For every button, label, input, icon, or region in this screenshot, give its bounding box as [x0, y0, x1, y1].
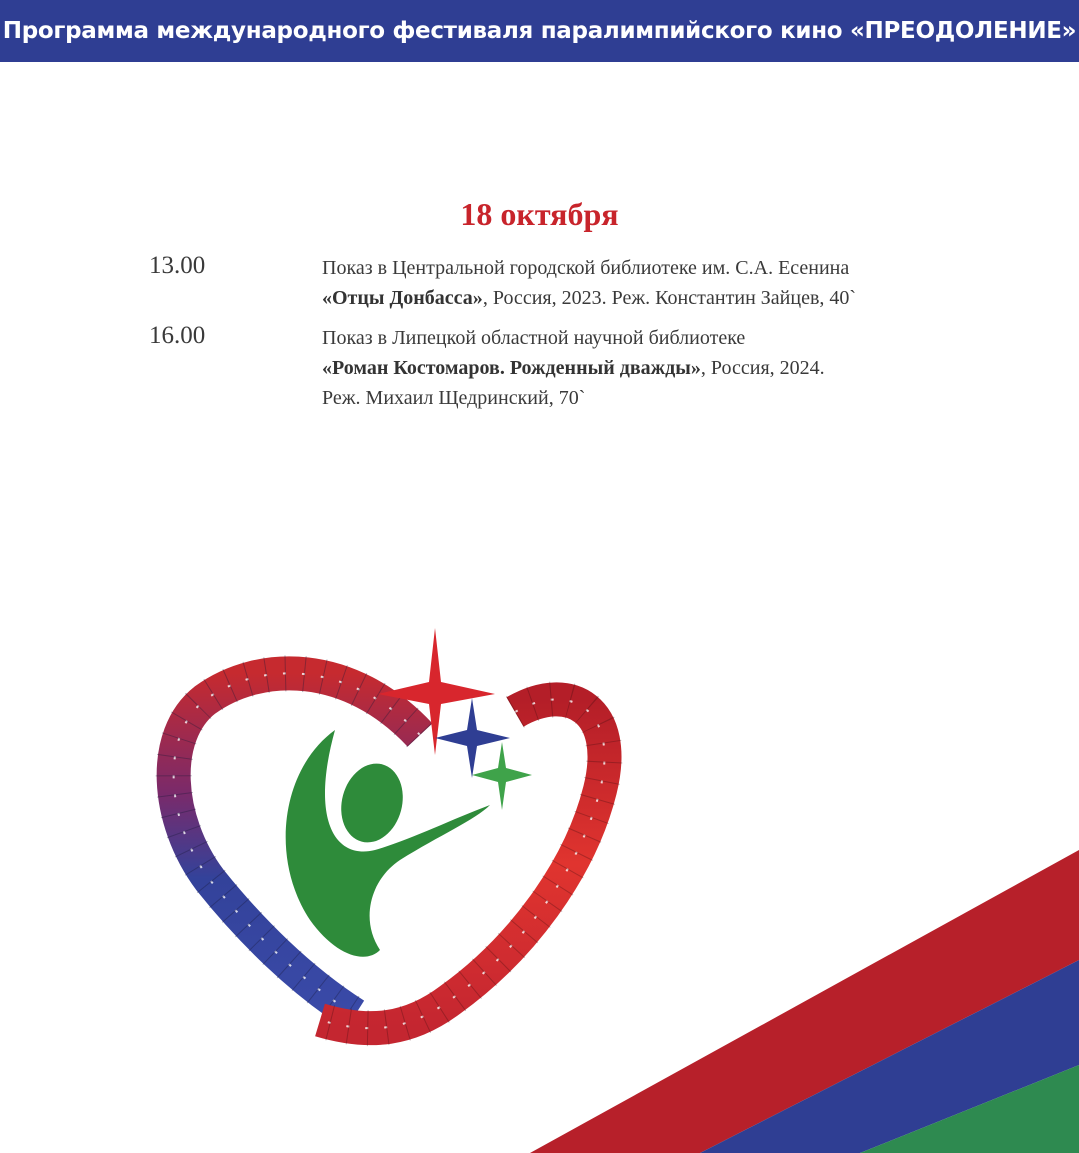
entry-venue: Показ в Липецкой областной научной библиотеке — [322, 327, 746, 349]
page-title: Программа международного фестиваля паралимпийского кино «ПРЕОДОЛЕНИЕ» — [2, 18, 1077, 44]
schedule-date: 18 октября — [460, 196, 619, 232]
entry-time: 16.00 — [149, 322, 206, 349]
entry-film-title: «Отцы Донбасса» — [322, 287, 483, 309]
entry-film-details: , Россия, 2023. Реж. Константин Зайцев, 40` — [482, 287, 857, 309]
entry-film-details: , Россия, 2024. — [700, 357, 825, 379]
entry-venue: Показ в Центральной городской библиотеке им. С.А. Есенина — [322, 257, 850, 279]
entry-time: 13.00 — [149, 252, 206, 279]
entry-film-details-2: Реж. Михаил Щедринский, 70` — [322, 387, 586, 409]
entry-film-title: «Роман Костомаров. Рожденный дважды» — [322, 357, 701, 379]
